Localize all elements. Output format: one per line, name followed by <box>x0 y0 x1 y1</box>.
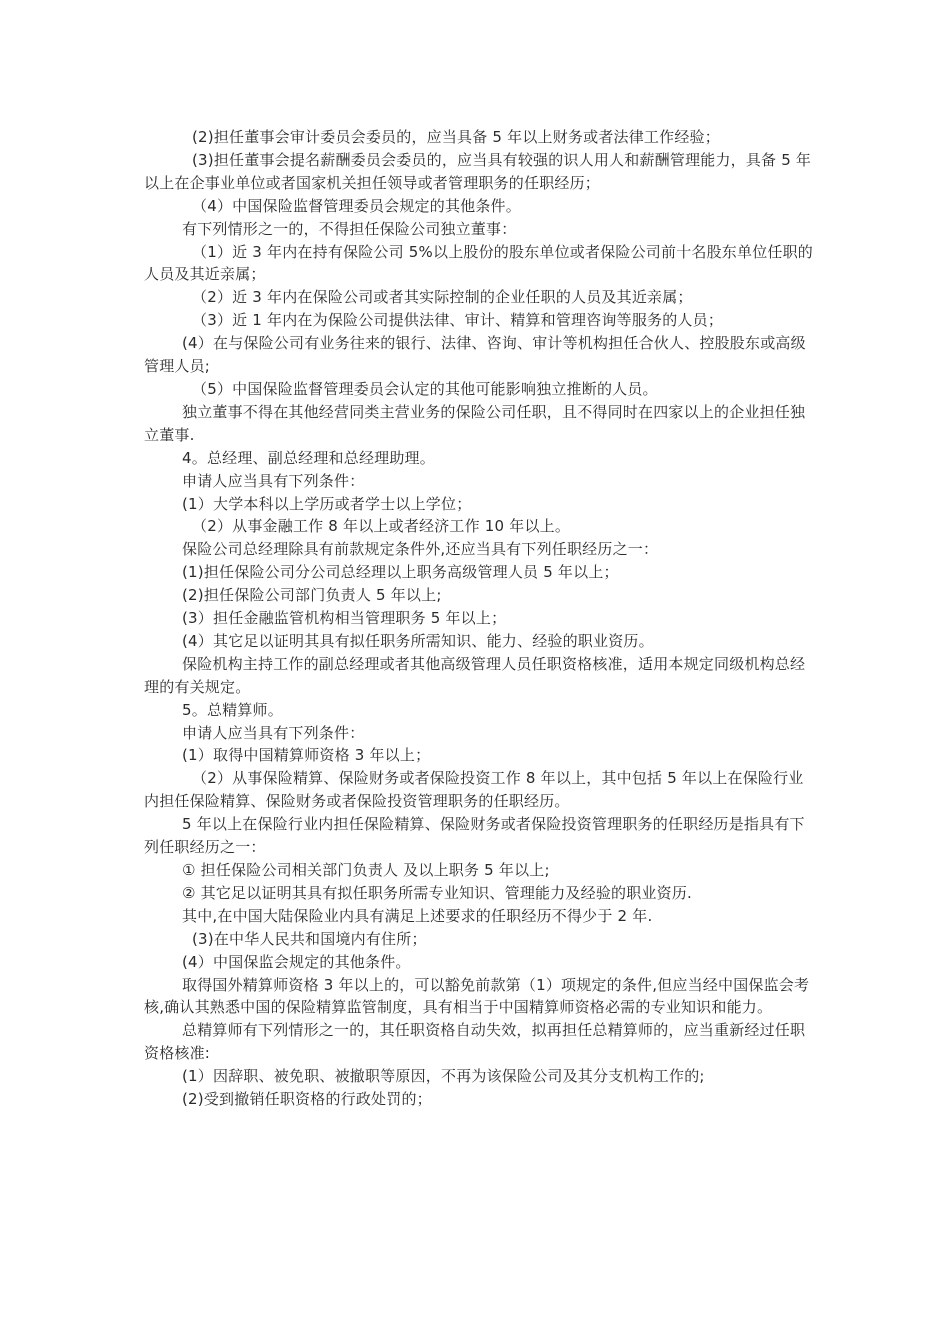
paragraph: （2）近 3 年内在保险公司或者其实际控制的企业任职的人员及其近亲属； <box>192 288 693 307</box>
paragraph: 4。总经理、副总经理和总经理助理。 <box>182 448 435 467</box>
paragraph: （5）中国保险监督管理委员会认定的其他可能影响独立推断的人员。 <box>192 379 658 398</box>
paragraph: 保险公司总经理除具有前款规定条件外,还应当具有下列任职经历之一： <box>182 540 659 559</box>
paragraph: 5。总精算师。 <box>182 700 283 719</box>
paragraph: (1)担任保险公司分公司总经理以上职务高级管理人员 5 年以上； <box>182 563 619 582</box>
paragraph: （2）从事保险精算、保险财务或者保险投资工作 8 年以上，其中包括 5 年以上在保险行业内担任保险精算、保险财务或者保险投资管理职务的任职经历。 <box>144 769 804 811</box>
paragraph: (4）中国保监会规定的其他条件。 <box>182 952 411 971</box>
document-body <box>144 126 814 1111</box>
paragraph: 申请人应当具有下列条件： <box>182 723 365 742</box>
paragraph: 5 年以上在保险行业内担任保险精算、保险财务或者保险投资管理职务的任职经历是指具有下列任职经历之一： <box>144 815 805 857</box>
paragraph: 总精算师有下列情形之一的，其任职资格自动失效，拟再担任总精算师的，应当重新经过任职资格核准: <box>144 1021 806 1063</box>
paragraph: （2）从事金融工作 8 年以上或者经济工作 10 年以上。 <box>192 517 571 536</box>
paragraph: （4）中国保险监督管理委员会规定的其他条件。 <box>192 196 521 215</box>
paragraph: （1）近 3 年内在持有保险公司 5%以上股份的股东单位或者保险公司前十名股东单位任职的人员及其近亲属； <box>144 242 813 284</box>
paragraph: (3）担任金融监管机构相当管理职务 5 年以上； <box>182 609 507 628</box>
paragraph: 有下列情形之一的，不得担任保险公司独立董事： <box>182 219 517 238</box>
paragraph: (1）大学本科以上学历或者学士以上学位； <box>182 494 472 513</box>
paragraph: ① 担任保险公司相关部门负责人 及以上职务 5 年以上; <box>182 861 550 879</box>
paragraph: 申请人应当具有下列条件： <box>182 471 365 490</box>
paragraph: (2)担任董事会审计委员会委员的，应当具备 5 年以上财务或者法律工作经验； <box>192 128 720 146</box>
paragraph: (3)担任董事会提名薪酬委员会委员的，应当具有较强的识人用人和薪酬管理能力，具备 5 年以上在企事业单位或者国家机关担任领导或者管理职务的任职经历； <box>144 150 812 192</box>
paragraph: (4）其它足以证明其具有拟任职务所需知识、能力、经验的职业资历。 <box>182 631 654 650</box>
paragraph: (2)担任保险公司部门负责人 5 年以上; <box>182 586 442 605</box>
paragraph: （3）近 1 年内在为保险公司提供法律、审计、精算和管理咨询等服务的人员； <box>192 311 724 330</box>
paragraph: 保险机构主持工作的副总经理或者其他高级管理人员任职资格核准，适用本规定同级机构总经理的有关规定。 <box>144 654 806 696</box>
paragraph: (2)受到撤销任职资格的行政处罚的； <box>182 1090 432 1109</box>
paragraph: 其中,在中国大陆保险业内具有满足上述要求的任职经历不得少于 2 年. <box>182 906 653 925</box>
paragraph: (3)在中华人民共和国境内有住所； <box>192 929 427 948</box>
paragraph: (4）在与保险公司有业务往来的银行、法律、咨询、审计等机构担任合伙人、控股股东或高级管理人员; <box>144 334 806 376</box>
paragraph: (1）取得中国精算师资格 3 年以上； <box>182 746 431 765</box>
paragraph: 独立董事不得在其他经营同类主营业务的保险公司任职，且不得同时在四家以上的企业担任独立董事. <box>144 402 806 444</box>
paragraph: 取得国外精算师资格 3 年以上的，可以豁免前款第（1）项规定的条件,但应当经中国保监会考核,确认其熟悉中国的保险精算监管制度，具有相当于中国精算师资格必需的专业知识和能力。 <box>144 975 810 1017</box>
paragraph: (1）因辞职、被免职、被撤职等原因，不再为该保险公司及其分支机构工作的; <box>182 1067 705 1086</box>
paragraph: ② 其它足以证明其具有拟任职务所需专业知识、管理能力及经验的职业资历. <box>182 883 692 902</box>
